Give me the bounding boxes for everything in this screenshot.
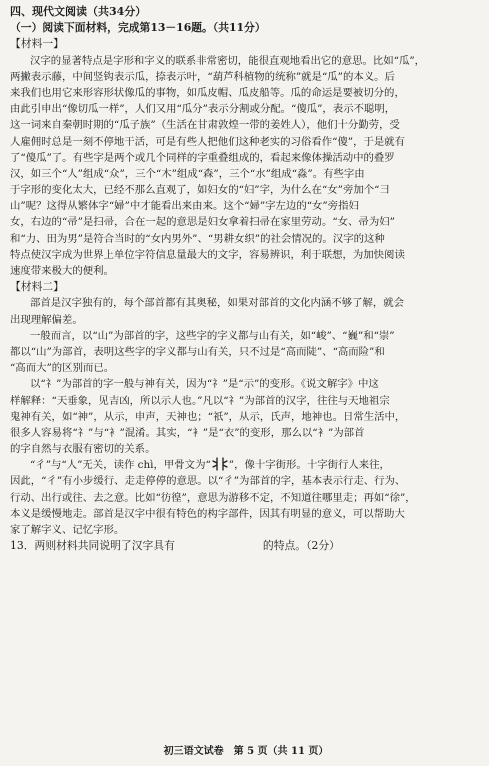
part-one-instruction: （一）阅读下面材料，完成第13－16题。（共11分） [10, 21, 266, 35]
material-one-line: 这一词来自秦朝时期的“瓜子族”（生活在甘肃敦煌一带的姜姓人），他们十分勤劳，受 [10, 119, 400, 132]
question-13-suffix: 的特点。（2分） [262, 539, 340, 553]
material-one-line: 于字形的变化太大，已经不那么直观了，如妇女的“妇”字，为什么在“女”旁加个“彐 [10, 184, 390, 197]
material-two-line: 出现理解偏差。 [10, 313, 83, 326]
material-one-line: 女，右边的“帚”是扫帚，合在一起的意思是妇女拿着扫帚在家里劳动。“女、帚为妇” [10, 216, 395, 229]
material-two-line: 家了解字义、记忆字形。 [10, 524, 125, 536]
material-one-label: 【材料一】 [10, 37, 64, 51]
material-two-line: 部首是汉字独有的，每个部首都有其奥秘，如果对部首的文化内涵不够了解，就会 [30, 297, 405, 310]
material-two-line: 很多人容易将“礻”与“衤”混淆。其实，“衤”是“衣”的变形，那么以“衤”为部首 [10, 426, 365, 439]
material-one-line: 了“傻瓜”了。有些字是两个或几个同样的字重叠组成的，看起来像体操活动中的叠罗 [10, 151, 395, 164]
section-title: 四、现代文阅读（共34分） [10, 5, 147, 18]
material-two-line: 以“礻”为部首的字一般与神有关，因为“礻”是“示”的变形。《说文解字》中这 [30, 378, 379, 391]
material-two-line: 一般而言，以“山”为部首的字，这些字的字义都与山有关，如“峻”、“巍”和“崇” [30, 329, 395, 342]
material-two-line: 行动、出行或往、去之意。比如“彷徨”，意思为游移不定，不知道往哪里走；再如“徐”， [10, 491, 416, 504]
material-one-line: 速度带来极大的便利。 [10, 265, 114, 277]
material-one-line: 和“力、田为男”是符合当时的“女内男外”、“男耕女织”的社会情况的。汉字的这种 [10, 232, 385, 245]
question-13-prompt: 13．两则材料共同说明了汉字具有 [10, 539, 175, 553]
material-two-line: 因此，“彳”有小步缓行、走走停停的意思。以“彳”为部首的字，基本表示行走、行为、 [10, 475, 406, 488]
material-two-label: 【材料二】 [10, 280, 64, 294]
question-13 [10, 538, 482, 554]
material-two-line: 都以“山”为部首，表明这些字的字义都与山有关，只不过是“高而陡”、“高而险”和 [10, 345, 385, 358]
material-one-line: 汉字的显著特点是字形和字义的联系非常密切，能很直观地看出它的意思。比如“瓜”， [30, 54, 426, 67]
xing-text-before: “彳”与“人”无关，读作 chì，甲骨文为“ [30, 459, 211, 472]
material-one-line: 特点使汉字成为世界上单位字符信息量最大的文字，容易辨识，利于联想，为加快阅读 [10, 248, 405, 261]
material-one-line: 两撇表示藤，中间竖钩表示瓜，捺表示叶，“葫芦科植物的统称”就是“瓜”的本义。后 [10, 70, 395, 83]
material-one-line: 来我们也用它来形容形状像瓜的事物，如瓜皮帽、瓜皮船等。瓜的命运是要被切分的， [10, 86, 405, 99]
page-footer: 初三语文试卷 第 5 页（共 11 页） [163, 745, 329, 757]
exam-page [10, 4, 482, 762]
material-two-line: 鬼神有关，如“神”，从示，申声，天神也；“祇”，从示，氏声，地神也。日常生活中， [10, 410, 406, 423]
material-one-line: 由此引申出“像切瓜一样”，人们又用“瓜分”表示分割或分配。“傻瓜”，表示不聪明， [10, 103, 396, 116]
answer-blank[interactable] [175, 538, 263, 554]
material-two-line: 的字自然与衣服有密切的关系。 [10, 443, 156, 456]
material-two-line: 样解释：“天垂象，见吉凶，所以示人也。”凡以“礻”为部首的汉字，往往与天地祖宗 [10, 394, 390, 407]
material-one-line: 汉，如三个“人”组成“众”，三个“木”组成“森”，三个“水”组成“淼”。有些字由 [10, 167, 365, 180]
material-one-line: 山”呢？这得从繁体字“婦”中才能看出来由来。这个“婦”字左边的“女”旁指妇 [10, 200, 359, 213]
xing-text-after: ”，像十字街形。十字街行人来往， [228, 459, 390, 472]
oracle-bone-xing-icon [211, 457, 229, 471]
material-two-line: 本义是缓慢地走。部首是汉字中很有特色的构字部件，因其有明显的意义，可以帮助大 [10, 507, 405, 520]
material-two-line: “高而大”的区别而已。 [10, 362, 115, 375]
material-two-xing-line [10, 457, 482, 473]
material-one-line: 人雇佣时总是一刻不停地干活，可是有些人把他们这种老实的习俗看作“傻”，于是就有 [10, 135, 406, 148]
